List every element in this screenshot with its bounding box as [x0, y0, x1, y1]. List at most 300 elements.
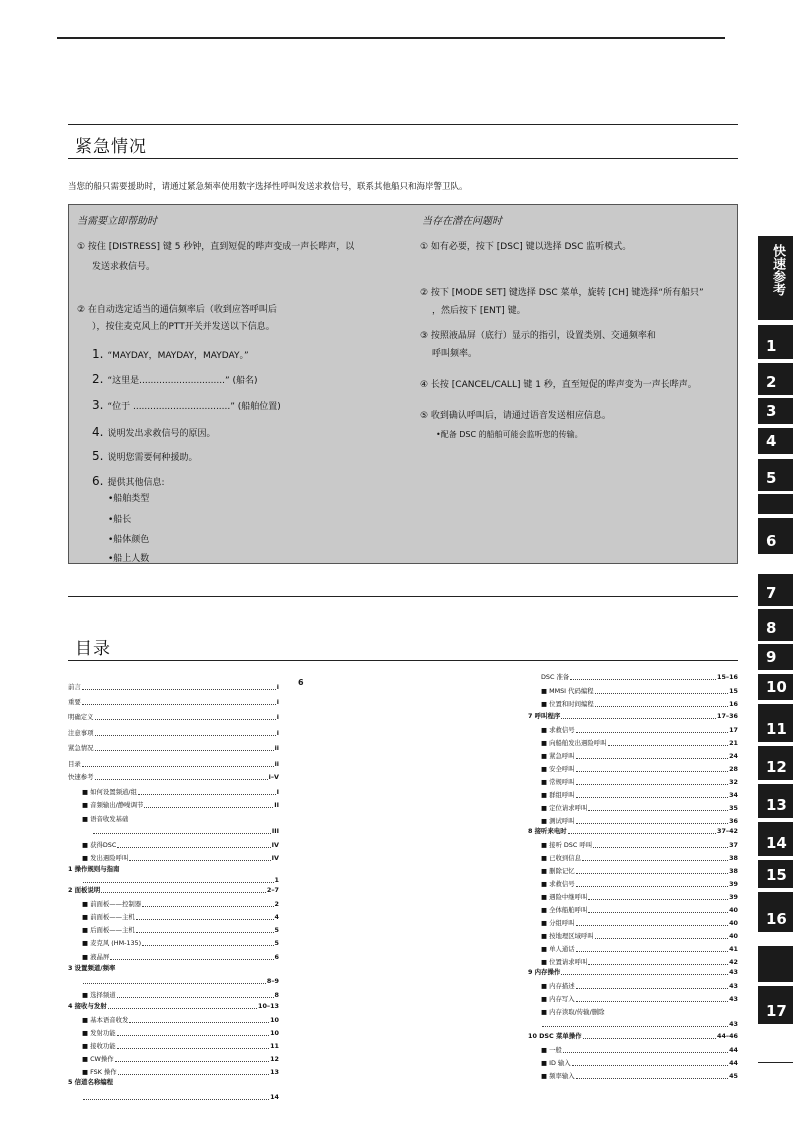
toc-entry[interactable]: [68, 1078, 279, 1087]
toc-entry-label: ■ 如何设置频道/组: [82, 788, 137, 796]
right-step-2-a: ② 按下 [MODE SET] 键选择 DSC 菜单，旋转 [CH] 键选择“所有船只”: [420, 288, 704, 298]
chapter-tab-label: 14: [766, 834, 787, 852]
toc-entry-label: ■ 基本语音收发: [82, 1016, 129, 1024]
mayday-step-5: [92, 447, 197, 467]
chapter-tab[interactable]: [758, 746, 793, 780]
toc-leader-dots: [608, 739, 729, 746]
toc-entry[interactable]: [528, 1032, 738, 1041]
chapter-tab-label: 15: [766, 866, 787, 884]
toc-entry-label: 9 内存操作: [528, 968, 561, 976]
toc-entry[interactable]: [82, 1042, 279, 1051]
step-text: “位于 ..................................” (船舶位置): [107, 402, 281, 412]
toc-entry[interactable]: [541, 791, 738, 800]
right-step-4: ④ 长按 [CANCEL/CALL] 键 1 秒，直至短促的哔声变为一声长哔声。: [420, 380, 697, 390]
toc-entry[interactable]: [541, 958, 738, 967]
toc-entry[interactable]: [92, 827, 279, 836]
toc-entry-page: 17: [729, 726, 738, 734]
toc-entry[interactable]: [541, 817, 738, 826]
toc-entry[interactable]: [541, 765, 738, 774]
toc-entry-label: ■ 已收到信息: [541, 854, 582, 862]
toc-entry-label: 明确定义: [68, 713, 94, 721]
right-step-3-a: ③ 按照液晶屏（底行）显示的指引，设置类别、交通频率和: [420, 331, 656, 341]
toc-entry-page: 44: [729, 1046, 738, 1054]
toc-entry-label: 前言: [68, 683, 81, 691]
toc-leader-dots: [95, 713, 276, 720]
step-text: 提供其他信息:: [107, 478, 165, 488]
chapter-tab[interactable]: [758, 822, 793, 856]
toc-entry-label: ■ 全体船舶呼叫: [541, 906, 588, 914]
chapter-tab-label: 11: [766, 720, 787, 738]
toc-entry-page: 44: [729, 1059, 738, 1067]
chapter-tab[interactable]: [758, 363, 793, 395]
toc-entry-page: 10: [270, 1016, 279, 1024]
toc-entry[interactable]: [541, 919, 738, 928]
chapter-tab-label: 5: [766, 469, 777, 487]
toc-entry[interactable]: [82, 1016, 279, 1025]
chapter-tab[interactable]: [758, 494, 793, 514]
toc-entry-label: ■ 紧急呼叫: [541, 752, 575, 760]
toc-entry-label: ■ 前面板——控制器: [82, 900, 142, 908]
toc-entry-label: ■ 后面板——主机: [82, 926, 135, 934]
toc-entry-page: 45: [729, 1072, 738, 1080]
toc-entry[interactable]: [541, 906, 738, 915]
chapter-tab[interactable]: [758, 325, 793, 359]
toc-leader-dots: [117, 841, 270, 848]
info-bullet: •船舶类型: [108, 494, 150, 504]
toc-leader-dots: [136, 926, 274, 933]
toc-leader-dots: [129, 854, 270, 861]
toc-entry-label: ■ MMSI 代码编程: [541, 687, 594, 695]
chapter-tab-label: 17: [766, 1002, 787, 1020]
step-1-line-b: 发送求救信号。: [92, 262, 156, 272]
toc-entry[interactable]: [541, 932, 738, 941]
emergency-intro: 当您的船只需要援助时，请通过紧急频率使用数字选择性呼叫发送求救信号，联系其他船只和海岸警卫队。: [68, 182, 468, 192]
chapter-tab[interactable]: [758, 674, 793, 700]
chapter-tab-label: 2: [766, 373, 777, 391]
right-step-3-b: 呼叫频率。: [432, 349, 478, 359]
chapter-tab[interactable]: [758, 428, 793, 454]
toc-leader-dots: [108, 1002, 257, 1009]
toc-entry[interactable]: [541, 982, 738, 991]
toc-entry-label: ■ 接收功能: [82, 1042, 116, 1050]
toc-leader-dots: [572, 1059, 728, 1066]
toc-entry[interactable]: [541, 700, 738, 709]
toc-entry-label: 注意事项: [68, 729, 94, 737]
right-step-2-b: ，然后按下 [ENT] 键。: [432, 306, 526, 316]
toc-entry-page: 32: [729, 778, 738, 786]
toc-entry-label: ■ 定位请求呼叫: [541, 804, 588, 812]
toc-leader-dots: [576, 982, 728, 989]
toc-leader-dots: [144, 801, 273, 808]
toc-entry-page: II: [274, 801, 279, 809]
header-rule: [57, 37, 725, 39]
toc-entry[interactable]: [541, 804, 738, 813]
toc-leader-dots: [129, 1016, 269, 1023]
step-1-line-a: ① 按住 [DISTRESS] 键 5 秒钟，直到短促的哔声变成一声长哔声，以: [77, 242, 355, 252]
toc-entry-page: IV: [271, 841, 279, 849]
toc-entry-page: 40: [729, 919, 738, 927]
toc-entry[interactable]: [541, 1020, 738, 1029]
toc-entry-page: 15: [729, 687, 738, 695]
toc-entry[interactable]: [541, 1008, 738, 1017]
toc-entry-page: i: [276, 713, 279, 721]
toc-leader-dots: [576, 919, 728, 926]
toc-entry-page: 36: [729, 817, 738, 825]
toc-entry-page: 12: [270, 1055, 279, 1063]
toc-leader-dots: [117, 1029, 269, 1036]
toc-entry-page: 21: [729, 739, 738, 747]
toc-entry[interactable]: [528, 827, 738, 836]
chapter-tab-label: 6: [766, 532, 777, 550]
step-number: 5.: [92, 449, 104, 463]
toc-leader-dots: [583, 1032, 717, 1039]
toc-entry-page: 43: [729, 995, 738, 1003]
toc-entry[interactable]: [82, 1055, 279, 1064]
toc-entry-page: ii: [274, 744, 279, 752]
toc-entry[interactable]: [541, 893, 738, 902]
toc-entry-page: 43: [729, 968, 738, 976]
toc-entry[interactable]: [68, 964, 279, 973]
toc-entry[interactable]: [541, 1059, 738, 1068]
chapter-tab-label: 1: [766, 337, 777, 355]
toc-leader-dots: [101, 886, 266, 893]
toc-entry-label: ■ 单人通话: [541, 945, 575, 953]
right-step-1: ① 如有必要，按下 [DSC] 键以选择 DSC 监听模式。: [420, 242, 632, 252]
toc-entry-page: 28: [729, 765, 738, 773]
toc-entry[interactable]: [82, 1029, 279, 1038]
toc-entry[interactable]: [541, 867, 738, 876]
toc-leader-dots: [568, 827, 716, 834]
toc-leader-dots: [595, 932, 728, 939]
toc-entry-label: ■ 内存读取/传输/删除: [541, 1008, 605, 1016]
toc-leader-dots: [136, 913, 274, 920]
toc-entry[interactable]: [82, 900, 279, 909]
toc-leader-dots: [83, 876, 274, 883]
toc-entry[interactable]: [541, 880, 738, 889]
section-bottom-rule: [68, 158, 738, 159]
toc-leader-dots: [576, 945, 728, 952]
toc-entry[interactable]: [82, 1068, 279, 1077]
step-2-line-b: ），按住麦克风上的PTT开关并发送以下信息。: [92, 322, 275, 332]
mayday-step-2: [92, 370, 258, 390]
toc-leader-dots: [576, 995, 728, 1002]
toc-entry[interactable]: [541, 687, 738, 696]
toc-leader-dots: [588, 893, 728, 900]
toc-leader-dots: [588, 804, 728, 811]
chapter-tab-label: 16: [766, 910, 787, 928]
toc-leader-dots: [593, 841, 728, 848]
toc-leader-dots: [95, 773, 268, 780]
chapter-tab[interactable]: [758, 574, 793, 606]
toc-entry-page: 37: [729, 841, 738, 849]
toc-entry[interactable]: [541, 1046, 738, 1055]
chapter-tab[interactable]: [758, 609, 793, 641]
toc-entry-label: 紧急情况: [68, 744, 94, 752]
toc-entry-page: IV: [271, 854, 279, 862]
toc-entry-label: ■ 发射功能: [82, 1029, 116, 1037]
toc-entry-page: 10–13: [258, 1002, 279, 1010]
toc-entry-page: 14: [270, 1093, 279, 1101]
chapter-tab[interactable]: [758, 398, 793, 424]
toc-leader-dots: [138, 788, 276, 795]
toc-entry[interactable]: [541, 841, 738, 850]
toc-entry-page: i–V: [268, 773, 279, 781]
toc-entry[interactable]: [82, 977, 279, 986]
toc-entry-page: 8–9: [266, 977, 279, 985]
toc-entry-page: 43: [729, 982, 738, 990]
chapter-tab-label: 8: [766, 619, 777, 637]
chapter-tab[interactable]: [758, 860, 793, 888]
toc-entry-label: ■ 发出遇险呼叫: [82, 854, 129, 862]
step-number: 2.: [92, 372, 104, 386]
toc-leader-dots: [588, 906, 728, 913]
step-number: 1.: [92, 347, 104, 361]
chapter-tab-label: 3: [766, 402, 777, 420]
toc-entry-page: 2: [274, 900, 279, 908]
toc-leader-dots: [576, 726, 728, 733]
toc-leader-dots: [95, 729, 276, 736]
toc-title: 目录: [75, 639, 111, 659]
toc-entry-label: ■ 位置和时间编程: [541, 700, 594, 708]
toc-entry-label: 快速参考: [68, 773, 94, 781]
step-2-line-a: ② 在自动选定适当的通信频率后（收到应答呼叫后: [77, 305, 277, 315]
toc-entry[interactable]: [82, 939, 279, 948]
toc-entry[interactable]: [82, 854, 279, 863]
toc-stray-number: 6: [298, 678, 304, 687]
chapter-tab[interactable]: [758, 704, 793, 742]
right-step-5: ⑤ 收到确认呼叫后，请通过语音发送相应信息。: [420, 411, 611, 421]
toc-entry-label: ■ 求救信号: [541, 726, 575, 734]
toc-entry[interactable]: [68, 729, 279, 738]
chapter-tab-label: 快速参考: [770, 244, 785, 296]
toc-entry-label: ■ 删除记忆: [541, 867, 575, 875]
chapter-tab-label: 12: [766, 758, 787, 776]
toc-entry-label: ■ 测试呼叫: [541, 817, 575, 825]
toc-entry[interactable]: [541, 778, 738, 787]
toc-entry-label: ■ 群组呼叫: [541, 791, 575, 799]
toc-leader-dots: [563, 1046, 728, 1053]
toc-leader-dots: [561, 968, 728, 975]
toc-entry[interactable]: [68, 683, 279, 692]
toc-leader-dots: [83, 1093, 269, 1100]
toc-entry-page: 39: [729, 880, 738, 888]
toc-leader-dots: [582, 854, 728, 861]
toc-leader-dots: [93, 827, 271, 834]
toc-entry-label: 3 设置频道/频率: [68, 964, 116, 972]
left-heading: 当需要立即帮助时: [77, 216, 157, 227]
toc-top-rule: [68, 596, 738, 597]
toc-entry[interactable]: [541, 1072, 738, 1081]
step-text: “这里是..............................” (船名): [107, 376, 258, 386]
toc-entry-page: 43: [729, 1020, 738, 1028]
toc-leader-dots: [110, 953, 273, 960]
chapter-tab-label: 4: [766, 432, 777, 450]
toc-leader-dots: [118, 1068, 269, 1075]
toc-entry[interactable]: [541, 673, 738, 682]
chapter-tab-label: 10: [766, 678, 787, 696]
toc-entry-page: 35: [729, 804, 738, 812]
toc-entry-page: 38: [729, 867, 738, 875]
toc-entry[interactable]: [68, 886, 279, 895]
toc-entry-page: 37–42: [717, 827, 738, 835]
toc-entry-page: 24: [729, 752, 738, 760]
toc-entry-label: ■ 频率输入: [541, 1072, 575, 1080]
toc-entry-label: ■ 获得DSC: [82, 841, 117, 849]
toc-entry[interactable]: [82, 815, 279, 824]
toc-entry-label: DSC 准备: [541, 673, 570, 681]
chapter-tab[interactable]: [758, 459, 793, 491]
mayday-step-4: [92, 423, 215, 443]
toc-entry[interactable]: [68, 698, 279, 707]
toc-entry[interactable]: [528, 968, 738, 977]
toc-entry[interactable]: [68, 744, 279, 753]
toc-leader-dots: [570, 673, 716, 680]
toc-entry-page: 17–36: [717, 712, 738, 720]
toc-entry[interactable]: [541, 739, 738, 748]
toc-entry[interactable]: [68, 1002, 279, 1011]
toc-entry[interactable]: [68, 713, 279, 722]
toc-leader-dots: [95, 744, 274, 751]
chapter-tab-label: 13: [766, 796, 787, 814]
toc-entry-page: 11: [270, 1042, 279, 1050]
toc-entry[interactable]: [68, 760, 279, 769]
toc-entry-label: ■ 分组呼叫: [541, 919, 575, 927]
toc-entry-label: ■ 音频输出/静噪调节: [82, 801, 144, 809]
toc-entry-page: i: [276, 683, 279, 691]
chapter-tab[interactable]: [758, 644, 793, 670]
toc-entry-page: 39: [729, 893, 738, 901]
toc-leader-dots: [588, 958, 728, 965]
chapter-tab-label: 9: [766, 648, 777, 666]
toc-leader-dots: [82, 683, 276, 690]
info-bullet: •船体颜色: [108, 535, 150, 545]
toc-entry-label: 2 面板说明: [68, 886, 101, 894]
mayday-step-6: [92, 472, 165, 492]
toc-bottom-rule: [68, 660, 738, 661]
toc-entry-label: ■ 语音收发基础: [82, 815, 129, 823]
toc-leader-dots: [576, 867, 728, 874]
step-text: “MAYDAY，MAYDAY，MAYDAY。”: [107, 351, 249, 361]
toc-entry-label: ■ 安全呼叫: [541, 765, 575, 773]
toc-entry-label: 5 信道名称编程: [68, 1078, 114, 1086]
toc-entry[interactable]: [68, 773, 279, 782]
toc-entry-page: 44–46: [717, 1032, 738, 1040]
toc-entry-page: 8: [274, 991, 279, 999]
toc-entry-label: ■ ID 输入: [541, 1059, 571, 1067]
toc-entry-label: ■ 一般: [541, 1046, 562, 1054]
toc-entry-label: ■ 内存描述: [541, 982, 575, 990]
toc-entry-label: 目录: [68, 760, 81, 768]
toc-entry-page: 34: [729, 791, 738, 799]
toc-entry-page: i: [276, 698, 279, 706]
toc-entry[interactable]: [541, 726, 738, 735]
toc-entry-page: 1: [274, 876, 279, 884]
toc-entry[interactable]: [82, 991, 279, 1000]
toc-entry-page: 5: [274, 939, 279, 947]
toc-leader-dots: [142, 900, 273, 907]
toc-entry[interactable]: [82, 801, 279, 810]
toc-entry-label: ■ 前面板——主机: [82, 913, 135, 921]
emergency-title: 紧急情况: [75, 137, 147, 157]
toc-entry-page: 13: [270, 1068, 279, 1076]
toc-entry-page: ii: [274, 760, 279, 768]
mayday-step-3: [92, 396, 281, 416]
toc-leader-dots: [576, 1072, 728, 1079]
toc-leader-dots: [117, 991, 274, 998]
section-top-rule: [68, 124, 738, 125]
toc-entry[interactable]: [68, 865, 279, 874]
toc-entry[interactable]: [82, 876, 279, 885]
toc-entry[interactable]: [541, 854, 738, 863]
toc-entry[interactable]: [82, 1093, 279, 1102]
toc-entry[interactable]: [82, 926, 279, 935]
chapter-tab[interactable]: [758, 784, 793, 818]
chapter-tab[interactable]: [758, 986, 793, 1024]
info-bullet: •船上人数: [108, 554, 150, 564]
toc-entry-page: 42: [729, 958, 738, 966]
toc-entry-label: ■ 常规呼叫: [541, 778, 575, 786]
toc-entry-page: 40: [729, 906, 738, 914]
toc-entry[interactable]: [541, 752, 738, 761]
chapter-tab[interactable]: [758, 236, 793, 320]
toc-entry-page: 38: [729, 854, 738, 862]
toc-entry[interactable]: [82, 913, 279, 922]
toc-entry-page: I: [276, 788, 279, 796]
toc-entry-label: ■ 接听 DSC 呼叫: [541, 841, 593, 849]
toc-entry-label: ■ 求救信号: [541, 880, 575, 888]
toc-entry-label: 4 接收与发射: [68, 1002, 107, 1010]
chapter-tab[interactable]: [758, 518, 793, 554]
right-heading: 当存在潜在问题时: [422, 216, 502, 227]
toc-entry-page: i: [276, 729, 279, 737]
step-number: 6.: [92, 474, 104, 488]
toc-entry-page: 4: [274, 913, 279, 921]
toc-entry-page: 15–16: [717, 673, 738, 681]
toc-entry[interactable]: [82, 788, 279, 797]
chapter-tab-label: 7: [766, 584, 777, 602]
toc-entry-page: III: [271, 827, 279, 835]
toc-entry[interactable]: [82, 953, 279, 962]
toc-leader-dots: [82, 698, 276, 705]
toc-entry-label: ■ 按地理区域呼叫: [541, 932, 594, 940]
toc-entry-page: 6: [274, 953, 279, 961]
toc-entry-page: 10: [270, 1029, 279, 1037]
toc-entry-label: ■ 遇险中继呼叫: [541, 893, 588, 901]
toc-entry-page: 5: [274, 926, 279, 934]
toc-entry-label: ■ 位置请求呼叫: [541, 958, 588, 966]
step-text: 说明您需要何种援助。: [107, 453, 198, 463]
step-text: 说明发出求救信号的原因。: [107, 429, 216, 439]
toc-entry-label: ■ CW操作: [82, 1055, 114, 1063]
toc-entry-page: 2–7: [266, 886, 279, 894]
toc-entry-page: 40: [729, 932, 738, 940]
info-bullet: •船长: [108, 515, 132, 525]
chapter-tab[interactable]: [758, 892, 793, 932]
toc-entry-label: 1 操作规则与指南: [68, 865, 120, 873]
toc-entry[interactable]: [528, 712, 738, 721]
toc-entry[interactable]: [82, 841, 279, 850]
toc-entry[interactable]: [541, 945, 738, 954]
toc-leader-dots: [561, 712, 716, 719]
toc-leader-dots: [595, 687, 728, 694]
toc-entry[interactable]: [541, 995, 738, 1004]
toc-entry-page: 16: [729, 700, 738, 708]
step-number: 3.: [92, 398, 104, 412]
toc-leader-dots: [576, 817, 728, 824]
toc-leader-dots: [82, 760, 274, 767]
chapter-tab[interactable]: [758, 946, 793, 982]
toc-entry-label: ■ 内存写入: [541, 995, 575, 1003]
